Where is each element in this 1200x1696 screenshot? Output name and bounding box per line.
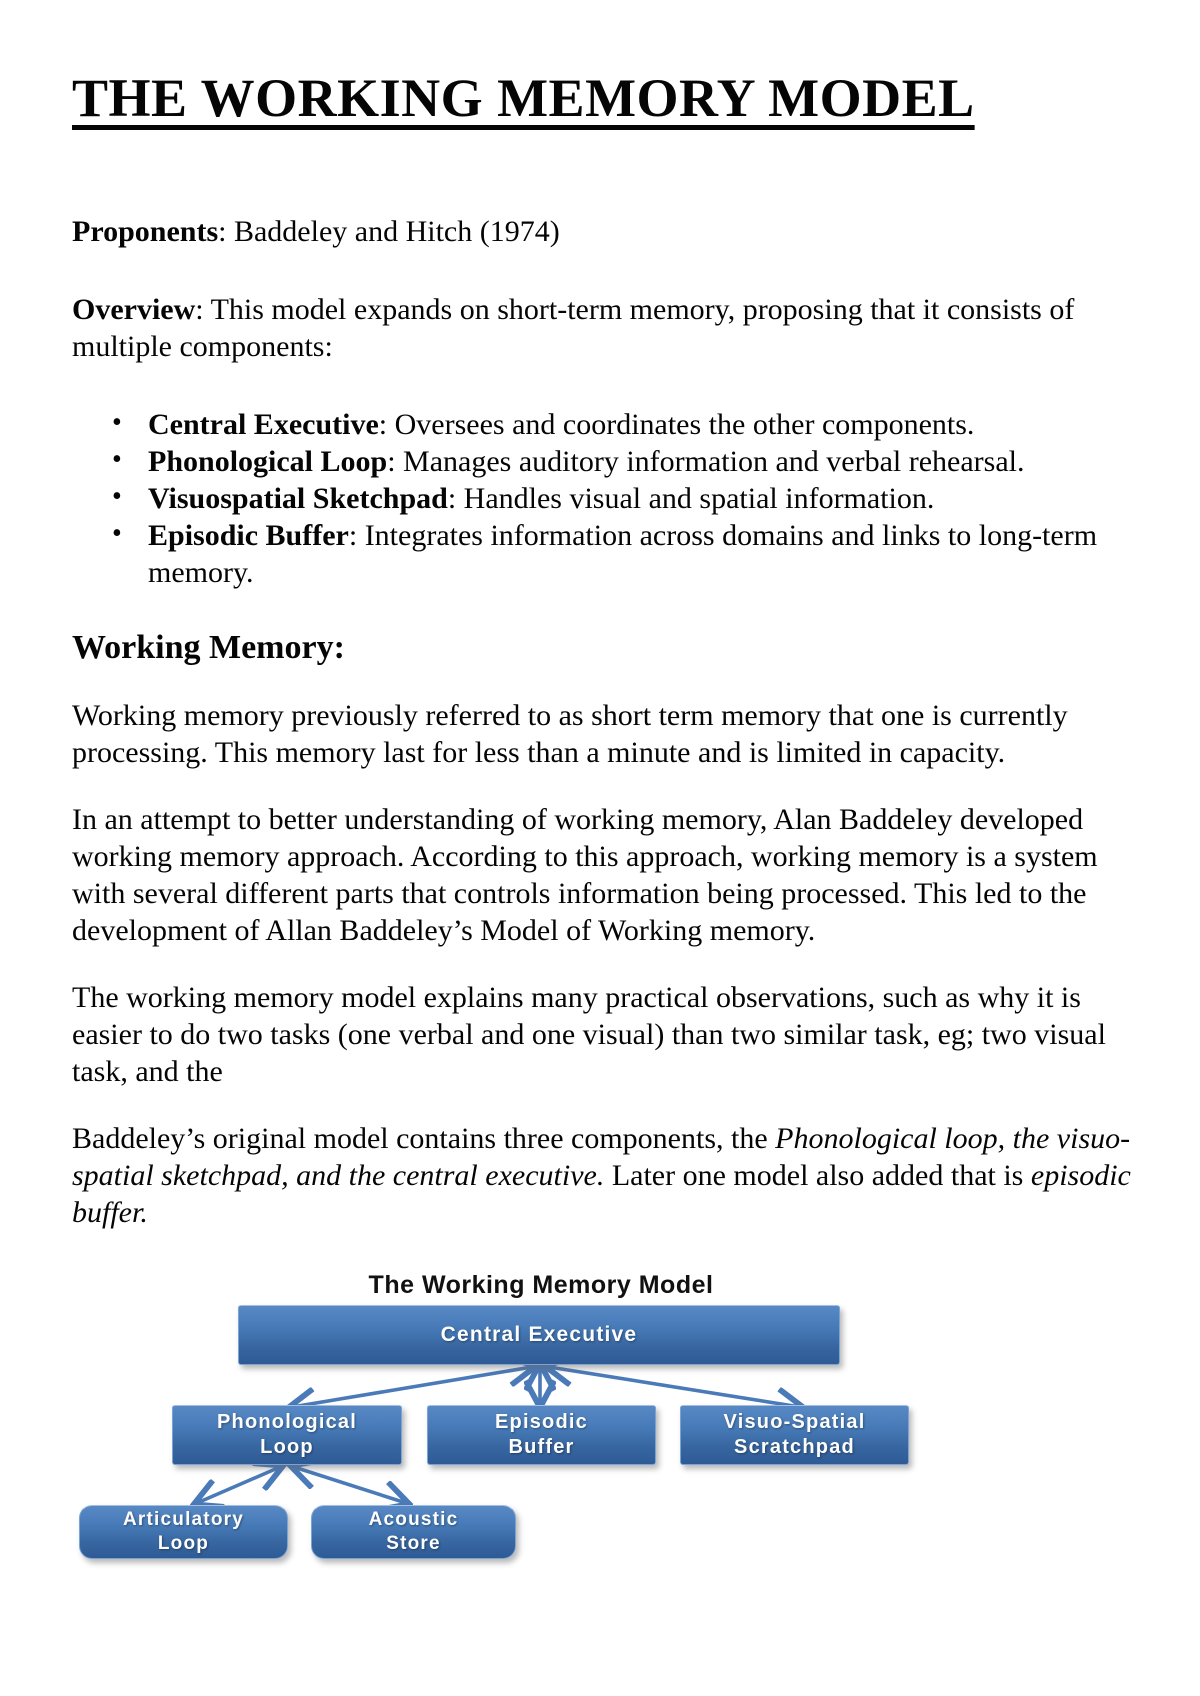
- list-item-central-executive: [148, 406, 1134, 443]
- paragraph-working-memory-3: The working memory model explains many practical observations, such as why it is easier to do two tasks (one verbal and one visual) than two similar task, eg; two visual task, and the: [72, 980, 1106, 1088]
- paragraph-working-memory-2: In an attempt to better understanding of working memory, Alan Baddeley developed working memory approach. According to this approach, working memory is a system with several different parts that controls information being processed. This led to the development of Allan Baddeley’s Model of Working memory.: [72, 802, 1098, 947]
- arrow-central-to-visuospatial: [549, 1367, 800, 1407]
- working-memory-diagram: [0, 1261, 1200, 1653]
- list-item-phonological-loop: [148, 443, 1134, 480]
- diagram-node-articulatory-loop: Articulatory Loop: [79, 1505, 288, 1559]
- diagram-node-central-executive: Central Executive: [238, 1305, 840, 1365]
- arrow-phonological-to-articulatory: [197, 1467, 280, 1503]
- paragraph-working-memory-1: Working memory previously referred to as short term memory that one is currently processing. This memory last for less than a minute and is limited in capacity.: [72, 698, 1068, 769]
- diagram-title: The Working Memory Model: [368, 1270, 714, 1299]
- list-item-visuospatial-sketchpad: [148, 480, 1134, 517]
- component-name: Episodic Buffer: [148, 518, 349, 552]
- component-name: Visuospatial Sketchpad: [148, 481, 448, 515]
- component-desc: : Manages auditory information and verbal rehearsal.: [387, 444, 1025, 478]
- overview-line: [72, 291, 1134, 365]
- para4-italic-2: episodic buffer.: [72, 1158, 1131, 1229]
- arrow-phonological-to-acoustic: [294, 1467, 406, 1503]
- diagram-node-phonological-loop: Phonological Loop: [172, 1405, 402, 1465]
- proponents-label: Proponents: [72, 214, 219, 248]
- component-name: Phonological Loop: [148, 444, 388, 478]
- document-body: [0, 70, 1200, 1231]
- para4-regular-1: Baddeley’s original model contains three components, the: [72, 1121, 776, 1155]
- component-desc: : Integrates information across domains and links to long-term memory.: [148, 518, 1098, 589]
- proponents-line: [72, 213, 1134, 250]
- para4-italic-1: Phonological loop, the visuo-spatial sketchpad, and the central executive.: [72, 1121, 1131, 1192]
- component-name: Central Executive: [148, 407, 379, 441]
- overview-text: : This model expands on short-term memory, proposing that it consists of multiple components:: [72, 292, 1075, 363]
- component-desc: : Handles visual and spatial information.: [447, 481, 935, 515]
- component-desc: : Oversees and coordinates the other components.: [378, 407, 975, 441]
- para4-regular-2: Later one model also added that is: [604, 1158, 1031, 1192]
- diagram-node-episodic-buffer: Episodic Buffer: [427, 1405, 656, 1465]
- paragraph-original-model: [72, 1120, 1134, 1231]
- component-list: [72, 406, 1134, 591]
- proponents-text: : Baddeley and Hitch (1974): [218, 214, 560, 248]
- list-item-episodic-buffer: [148, 517, 1134, 591]
- diagram-node-visuo-spatial-scratchpad: Visuo-Spatial Scratchpad: [680, 1405, 909, 1465]
- diagram-node-acoustic-store: Acoustic Store: [311, 1505, 516, 1559]
- overview-label: Overview: [72, 292, 196, 326]
- working-memory-heading: Working Memory:: [72, 628, 345, 666]
- arrow-central-to-phonological: [292, 1367, 532, 1407]
- page-title: THE WORKING MEMORY MODEL: [72, 68, 975, 128]
